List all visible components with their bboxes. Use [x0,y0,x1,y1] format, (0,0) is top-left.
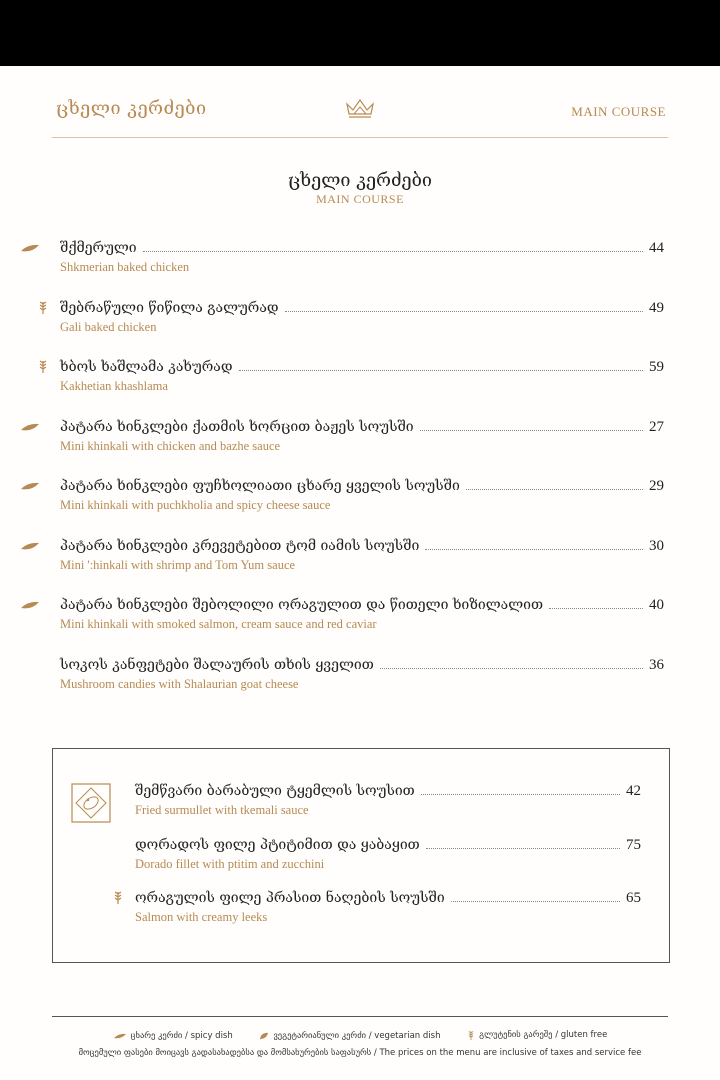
menu-page [0,66,720,1080]
dish-price: 59 [649,359,664,375]
menu-item-row [135,781,641,803]
menu-item [60,595,664,639]
chili-icon [20,480,40,492]
fish-box [52,748,670,963]
section-eng-title: MAIN COURSE [316,192,404,206]
dish-geo-name: ხბოს ხაშლამა კახურად [60,359,233,375]
leaf-icon [259,1032,269,1040]
menu-item-row [135,835,641,857]
menu-item [135,835,641,879]
dish-price: 30 [649,537,664,554]
dish-eng-name: Fried surmullet with tkemali sauce [135,803,309,817]
menu-item-row [60,238,664,260]
menu-item [60,238,664,282]
dish-price: 42 [626,783,641,799]
dish-price: 49 [649,299,664,316]
dish-geo-name: დორადოს ფილე პტიტიმით და ყაბაყით [135,836,420,853]
section-title [0,170,720,207]
wheat-icon [467,1030,475,1040]
menu-item-row [60,536,664,558]
menu-item-row [60,476,664,498]
dish-price: 44 [649,240,664,256]
dish-price: 75 [626,836,641,853]
wheat-icon [113,890,123,904]
dish-eng-name: Shkmerian baked chicken [60,260,190,274]
legend-gluten [467,1030,607,1040]
dot-leader [285,298,643,312]
dot-leader [466,476,643,490]
dish-geo-name: პატარა ხინკლები ფუჩხოლიათი ცხარე ყველის სოუსში [60,478,460,494]
menu-item [135,888,641,932]
dish-geo-name: პატარა ხინკლები შებოლილი ორაგულით და წითელი ხიზილალით [60,597,544,613]
wheat-icon [38,359,48,373]
dish-eng-name: Salmon with creamy leeks [135,910,268,924]
dish-geo-name: ორაგულის ფილე პრასით ნაღების სოუსში [135,890,445,906]
menu-item-row [60,298,664,320]
legend-spicy [113,1031,233,1041]
dish-geo-name: სოკოს კანფეტები შალაურის თხის ყველით [60,656,374,673]
chili-icon [113,1032,127,1040]
dish-eng-name: Gali baked chicken [60,319,157,334]
dot-leader [451,888,620,902]
legend-gluten-label: გლუტენის გარეშე / gluten free [479,1030,608,1040]
dish-eng-name: Mini ':hinkali with shrimp and Tom Yum sauce [60,557,296,572]
header-eng-title: MAIN COURSE [571,104,666,119]
crown-logo-icon [345,96,375,120]
chili-icon [20,599,40,611]
legend-spicy-label: ცხარე კერძი / spicy dish [130,1031,233,1041]
menu-item [60,655,664,699]
menu-item [60,298,664,342]
dish-geo-name: შემწვარი ბარაბული ტყემლის სოუსით [135,783,415,799]
dish-eng-name: Dorado fillet with ptitim and zucchini [135,856,325,871]
wheat-icon [38,300,48,314]
dish-geo-name: შებრაწული წიწილა გალურად [60,299,279,316]
dish-eng-name: Mushroom candies with Shalaurian goat cheese [60,676,299,691]
menu-item [60,476,664,520]
dot-leader [421,781,620,795]
header-geo-title: ცხელი კერძები [56,98,207,119]
dot-leader [239,357,643,371]
section-geo-title: ცხელი კერძები [287,170,433,191]
dish-price: 29 [649,478,664,494]
menu-item-row [60,417,664,439]
chili-icon [20,540,40,552]
dish-price: 40 [649,597,664,613]
dot-leader [425,536,643,550]
dot-leader [143,238,643,252]
dish-geo-name: პატარა ხინკლები კრევეტებით ტომ იამის სოუსში [60,537,420,554]
footer-note: მოცემული ფასები მოიცავს გადასახადებსა და მომსახურების საფასურს / The prices on the menu are inclusive of taxes and service fee [78,1048,642,1058]
legend-vegetarian-label: ვეგეტარიანული კერძი / vegetarian dish [273,1031,441,1041]
dish-eng-name: Kakhetian khashlama [60,379,168,393]
menu-item [60,357,664,401]
dot-leader [380,655,643,669]
page-header [52,94,668,138]
dot-leader [420,417,643,431]
chili-icon [20,421,40,433]
menu-item [60,536,664,580]
dish-eng-name: Mini khinkali with puchkholia and spicy cheese sauce [60,498,331,512]
menu-item-row [135,888,641,910]
menu-item-row [60,595,664,617]
dish-eng-name: Mini khinkali with smoked salmon, cream sauce and red caviar [60,617,377,631]
menu-item-row [60,357,664,379]
fish-emblem-icon [71,783,111,823]
dish-geo-name: შქმერული [60,240,137,256]
dish-eng-name: Mini khinkali with chicken and bazhe sauce [60,438,281,453]
dot-leader [426,835,620,849]
chili-icon [20,242,40,254]
legend-vegetarian [259,1031,440,1041]
menu-item-row [60,655,664,677]
dish-price: 65 [626,890,641,906]
dish-price: 36 [649,656,664,673]
dish-price: 27 [649,418,664,435]
dish-geo-name: პატარა ხინკლები ქათმის ხორცით ბაჟეს სოუსში [60,418,414,435]
menu-item [60,417,664,461]
menu-item [135,781,641,825]
legend [0,1030,720,1043]
dot-leader [549,595,643,609]
footer-divider [52,1016,668,1017]
